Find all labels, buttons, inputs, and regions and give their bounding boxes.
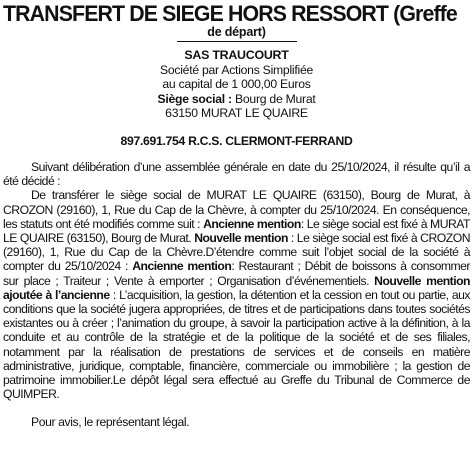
- notice-title: TRANSFERT DE SIEGE HORS RESSORT (Greffe: [3, 1, 457, 26]
- company-capital: au capital de 1 000,00 Euros: [162, 77, 311, 92]
- notice-subtitle: de départ): [207, 25, 266, 39]
- new-mention-label-seat: Nouvelle mention: [194, 230, 288, 245]
- body-decisions: [3, 188, 470, 401]
- old-mention-purpose-text: : Restaurant ; Débit de boissons à consommer sur place ; Traiteur ; Vente à emporter ; Organisation d’événementiels.: [3, 259, 470, 288]
- seat-street: Bourg de Murat: [231, 91, 316, 106]
- old-mention-label-purpose: Ancienne mention: [132, 259, 232, 274]
- new-mention-seat-text: : Le siège social est fixé à CROZON (29160), 1, Rue du Cap de la Chèvre.D’étendre comme suit l’objet social de la société à compter du 25/10/2024 :: [3, 230, 470, 274]
- new-mention-label-purpose: Nouvelle mention ajoutée à l’ancienne: [3, 273, 470, 302]
- closing-line: Pour avis, le représentant légal.: [31, 415, 190, 430]
- title-divider: [177, 41, 297, 42]
- company-form: Société par Actions Simplifiée: [159, 62, 314, 77]
- company-seat-city: 63150 MURAT LE QUAIRE: [165, 106, 308, 121]
- body-intro: Suivant délibération d’une assemblée générale en date du 25/10/2024, il résulte qu’il a été décidé :: [3, 159, 470, 189]
- notice-body: [3, 160, 470, 401]
- new-mention-purpose-text: : L’acquisition, la gestion, la détention et la cession en tout ou partie, aux conditions que la société jugera appropriées, de titres et de participations dans toutes sociétés existantes ou à créer ; l’animation du groupe, à savoir la participation active à la définition, à la conduite et au contrôle de la stratégie et de la politique de la société et de ses filiales, notamment par la réalisation de prestations de services et de conseils en matière administrative, juridique, comptable, financière, commerciale ou immobilière ; la gestion de patrimoine immobilier.Le dépôt légal sera effectué au Greffe du Tribunal de Commerce de QUIMPER.: [3, 287, 470, 402]
- company-block: [3, 48, 470, 121]
- company-seat: [3, 92, 470, 107]
- company-name: SAS TRAUCOURT: [184, 48, 289, 62]
- seat-label: Siège social :: [157, 91, 232, 106]
- old-mention-label-seat: Ancienne mention: [203, 216, 301, 231]
- rcs-number: 897.691.754 R.C.S. CLERMONT-FERRAND: [120, 133, 353, 148]
- old-mention-seat-text: : Le siège social est fixé à MURAT LE QUAIRE (63150), Bourg de Murat.: [3, 216, 470, 245]
- transfer-text: De transférer le siège social de MURAT LE QUAIRE (63150), Bourg de Murat, à CROZON (29160), 1, Rue du Cap de la Chèvre, à compter du 25/10/2024. En conséquence, les statuts ont été modifiés comme suit :: [3, 188, 470, 231]
